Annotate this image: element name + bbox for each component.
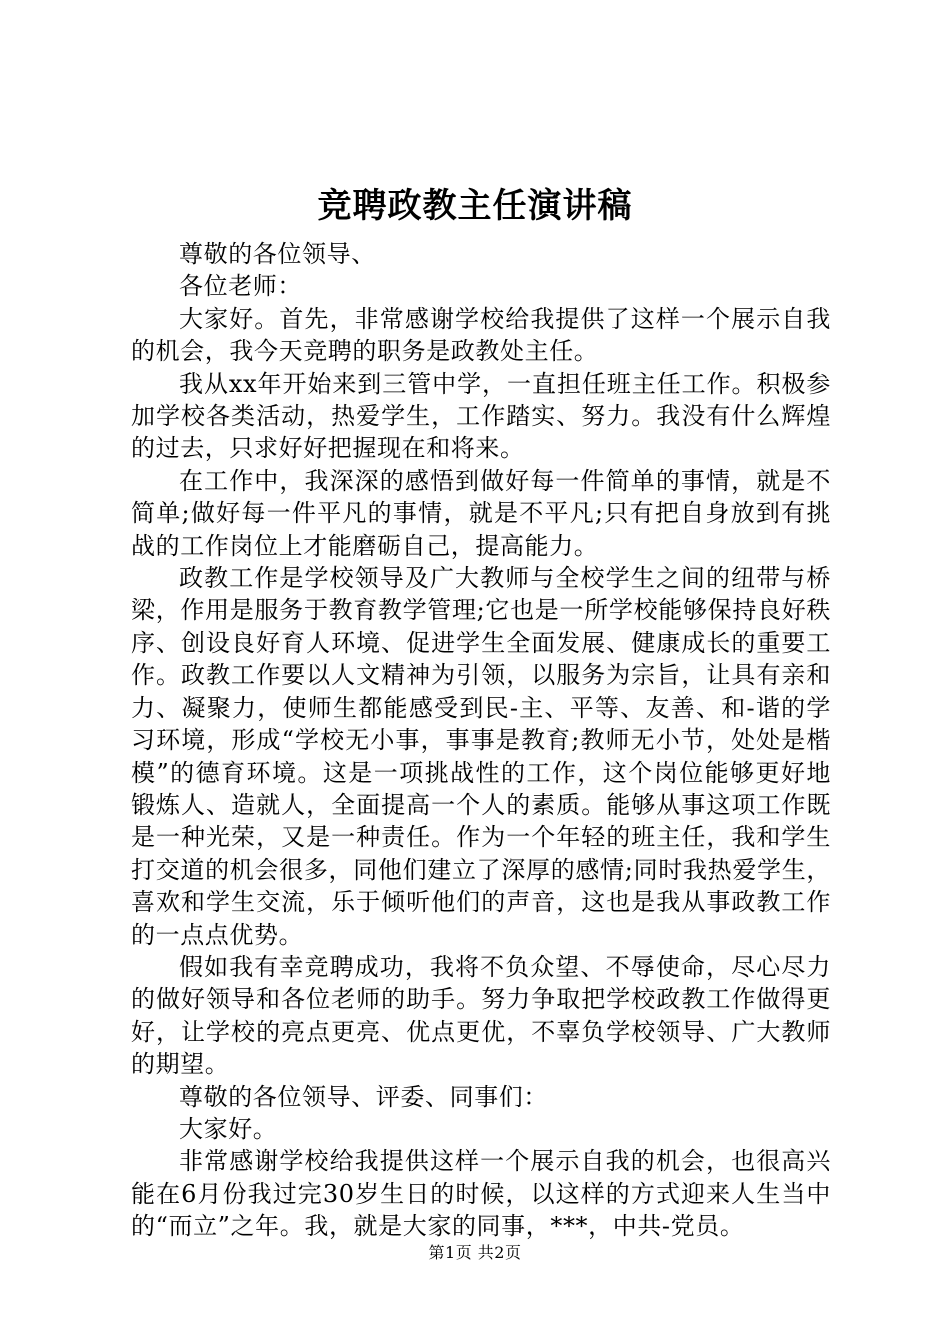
paragraph-salutation-2: 各位老师：: [179, 272, 302, 301]
paragraph-introduction: 非常感谢学校给我提供这样一个展示自我的机会，也很高兴能在6月份我过完30岁生日的时候，以这样的方式迎来人生当中的“而立”之年。我，就是大家的同事，***，中共-党员。: [131, 1147, 831, 1241]
paragraph-salutation-1: 尊敬的各位领导、: [179, 240, 376, 268]
paragraph-background: 我从xx年开始来到三管中学，一直担任班主任工作。积极参加学校各类活动，热爱学生，工作踏实、努力。我没有什么辉煌的过去，只求好好把握现在和将来。: [131, 369, 831, 463]
paragraph-salutation-3: 尊敬的各位领导、评委、同事们：: [179, 1082, 548, 1111]
paragraph-greeting-2: 大家好。: [179, 1114, 278, 1143]
paragraph-commitment: 假如我有幸竞聘成功，我将不负众望、不辱使命，尽心尽力的做好领导和各位老师的助手。努力争取把学校政教工作做得更好，让学校的亮点更亮、优点更优，不辜负学校领导、广大教师的期望。: [131, 952, 831, 1079]
paragraph-political-work: 政教工作是学校领导及广大教师与全校学生之间的纽带与桥梁，作用是服务于教育教学管理;它也是一所学校能够保持良好秩序、创设良好育人环境、促进学生全面发展、健康成长的重要工作。政教工作要以人文精神为引领，以服务为宗旨，让具有亲和力、凝聚力，使师生都能感受到民-主、平等、友善、和-谐的学习环境，形成“学校无小事，事事是教育;教师无小节，处处是楷模”的德育环境。这是一项挑战性的工作，这个岗位能够更好地锻炼人、造就人，全面提高一个人的素质。能够从事这项工作既是一种光荣，又是一种责任。作为一个年轻的班主任，我和学生打交道的机会很多，同他们建立了深厚的感情;同时我热爱学生，喜欢和学生交流，乐于倾听他们的声音，这也是我从事政教工作的一点点优势。: [131, 564, 831, 949]
document-title: 竞聘政教主任演讲稿: [317, 186, 633, 226]
paragraph-insight: 在工作中，我深深的感悟到做好每一件简单的事情，就是不简单;做好每一件平凡的事情，就是不平凡;只有把自身放到有挑战的工作岗位上才能磨砺自己，提高能力。: [131, 466, 831, 560]
document-body: [131, 238, 831, 1243]
paragraph-greeting: 大家好。首先，非常感谢学校给我提供了这样一个展示自我的机会，我今天竞聘的职务是政教处主任。: [131, 304, 831, 366]
page-footer: 第1页 共2页: [428, 1243, 522, 1262]
